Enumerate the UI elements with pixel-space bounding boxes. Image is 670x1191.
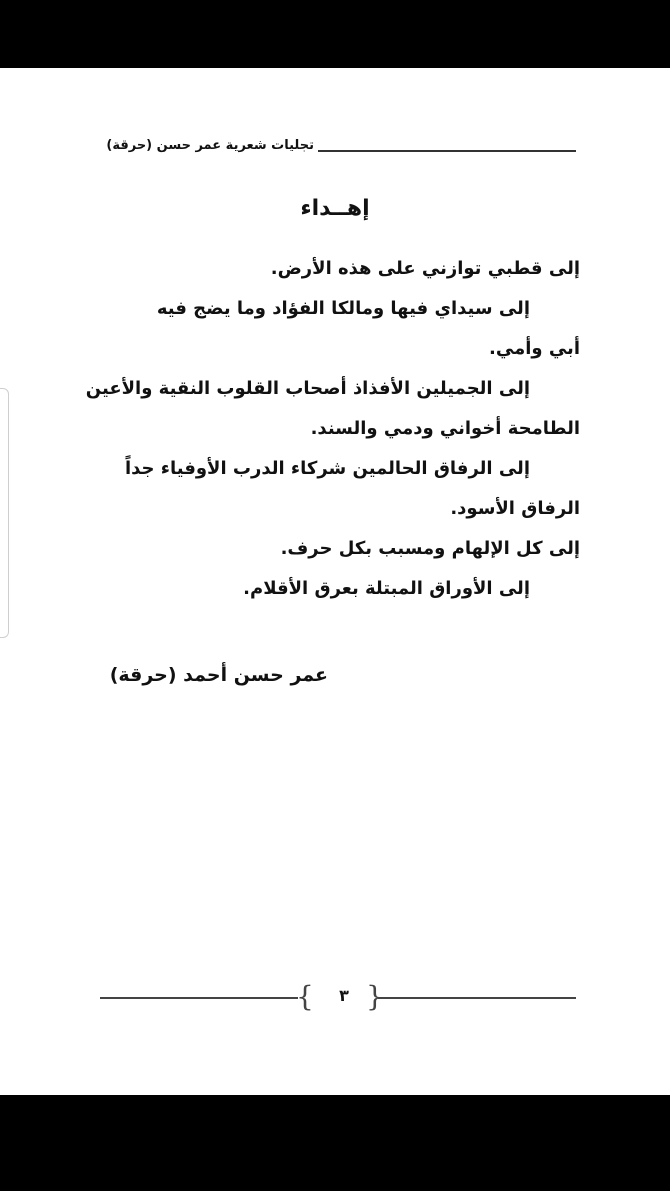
dedication-title: إهــداء <box>300 196 370 221</box>
edge-handle[interactable] <box>0 388 9 638</box>
page-footer <box>100 982 576 1012</box>
page-header <box>100 138 576 160</box>
brace-left-ornament: { <box>296 980 314 1013</box>
footer-rule-right <box>378 997 576 999</box>
dedication-line: إلى الجميلين الأفذاذ أصحاب القلوب النقية والأعين <box>85 378 530 399</box>
running-title: تجليات شعرية عمر حسن (حرقة) <box>106 138 314 153</box>
page-number: ٣ <box>339 986 349 1005</box>
dedication-line: إلى قطبي توازني على هذه الأرض. <box>270 258 580 279</box>
header-rule <box>318 150 576 152</box>
dedication-line: إلى الأوراق المبتلة بعرق الأقلام. <box>243 578 530 599</box>
dedication-line: إلى سيداي فيها ومالكا الفؤاد وما يضج فيه <box>156 298 530 319</box>
bottom-black-bar <box>0 1095 670 1191</box>
footer-rule-left <box>100 997 298 999</box>
dedication-line: أبي وأمي. <box>489 338 580 359</box>
brace-right-ornament: } <box>366 980 384 1013</box>
dedication-line: إلى كل الإلهام ومسبب بكل حرف. <box>280 538 580 559</box>
top-black-bar <box>0 0 670 68</box>
dedication-line: الطامحة أخواني ودمي والسند. <box>310 418 580 439</box>
author-signature: عمر حسن أحمد (حرقة) <box>109 664 328 686</box>
dedication-line: الرفاق الأسود. <box>450 498 580 519</box>
dedication-line: إلى الرفاق الحالمين شركاء الدرب الأوفياء جداً <box>124 458 530 479</box>
